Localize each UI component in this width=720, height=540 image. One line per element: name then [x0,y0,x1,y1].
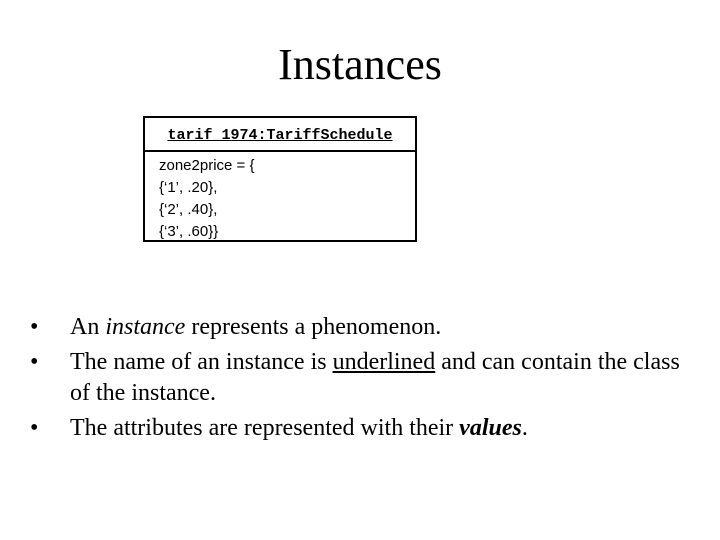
emphasis-values: values [459,415,522,441]
bullet-mark: • [30,314,39,340]
uml-object-name: tarif_1974:TariffSchedule [167,127,393,144]
bullet-text [70,415,528,441]
bullet-text-run: . [521,415,528,441]
uml-attribute-line: {‘2’, .40}, [159,201,218,218]
bullet-list [30,312,700,448]
uml-attribute-line: {‘3’, .60}} [159,223,219,240]
bullet-mark: • [30,349,39,375]
bullet-mark: • [30,415,39,441]
bullet-text-run: represents a phenomenon. [185,314,442,340]
slide-title: Instances [278,40,442,89]
uml-name-compartment [145,118,415,152]
underlined-word: underlined [332,349,436,375]
bullet-text-run: and can contain the class of the instance. [70,349,680,406]
bullet-item [30,312,700,343]
bullet-text-run: The name of an instance is [70,349,333,375]
bullet-text [70,349,680,406]
uml-attribute-line: zone2price = { [159,157,255,174]
uml-object-box [143,116,417,242]
bullet-text [70,314,441,340]
uml-attribute-line: {‘1’, .20}, [159,179,218,196]
bullet-text-run: The attributes are represented with their [70,415,460,441]
uml-attributes-compartment [145,152,415,243]
bullet-text-run: An [70,314,106,340]
bullet-item [30,413,700,444]
bullet-item [30,347,700,409]
emphasis-instance: instance [105,314,186,340]
